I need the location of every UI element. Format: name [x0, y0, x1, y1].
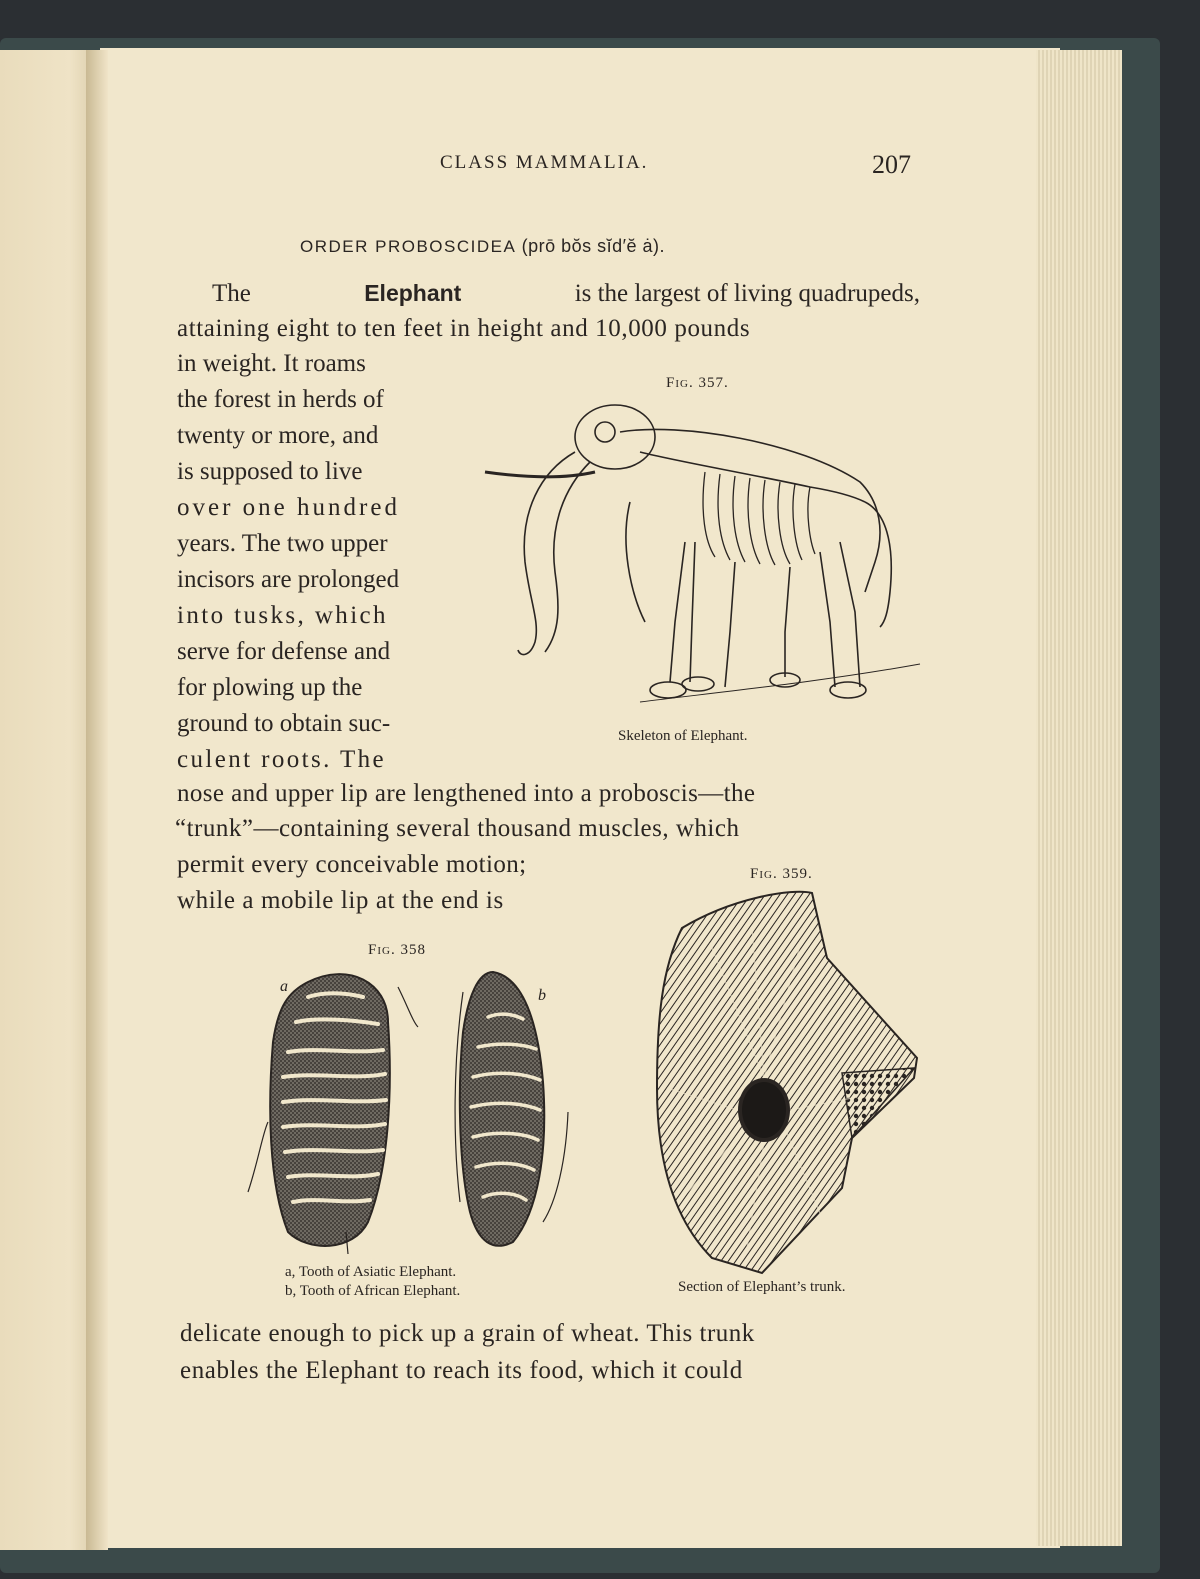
page-number: 207 — [872, 150, 911, 179]
narrow-line: is supposed to live — [177, 458, 363, 485]
paragraph-line-17: permit every conceivable motion; — [177, 851, 527, 878]
paragraph-line-15: nose and upper lip are lengthened into a proboscis—the — [177, 780, 756, 807]
narrow-line: for plowing up the — [177, 674, 363, 701]
fig-358-caption-b: b, Tooth of African Elephant. — [285, 1283, 461, 1299]
narrow-line: into tusks, which — [177, 602, 388, 629]
narrow-line: over one hundred — [177, 494, 400, 521]
fig-359-label: Fig. 359. — [750, 866, 813, 882]
narrow-line: years. The two upper — [177, 530, 388, 557]
narrow-line: the forest in herds of — [177, 386, 384, 413]
fig-358-caption-a: a, Tooth of Asiatic Elephant. — [285, 1264, 457, 1280]
running-title: CLASS MAMMALIA. — [440, 152, 649, 173]
pronunciation: (prō bŏs sĭd′ĕ ȧ). — [521, 236, 666, 256]
elephant-teeth-illustration — [238, 962, 573, 1257]
narrow-line: incisors are prolonged — [177, 566, 400, 593]
paragraph-line-2: attaining eight to ten feet in height and 10,000 pounds — [177, 315, 751, 342]
line-1-post: is the largest of living quadrupeds, — [574, 280, 920, 307]
line-1-pre: The — [212, 280, 251, 307]
fig-357-label: Fig. 357. — [666, 375, 729, 391]
page-edges — [1036, 50, 1122, 1546]
elephant-skeleton-illustration — [480, 392, 925, 714]
fig-359-caption: Section of Elephant’s trunk. — [678, 1279, 846, 1295]
left-page — [0, 50, 100, 1550]
trunk-section-illustration — [652, 888, 924, 1276]
fig-358-letter-b: b — [538, 987, 546, 1004]
narrow-line: twenty or more, and — [177, 422, 379, 449]
paragraph-line-18: while a mobile lip at the end is — [177, 887, 504, 914]
fig-358-label: Fig. 358 — [368, 942, 426, 958]
order-name: ORDER PROBOSCIDEA — [300, 237, 516, 256]
paragraph-line-16: “trunk”—containing several thousand muscles, which — [175, 815, 740, 842]
paragraph-line-19: delicate enough to pick up a grain of wheat. This trunk — [180, 1320, 755, 1347]
paragraph-line-1 — [212, 280, 920, 308]
book-gutter — [86, 50, 108, 1550]
paragraph-line-20: enables the Elephant to reach its food, which it could — [180, 1357, 743, 1384]
narrow-line: ground to obtain suc- — [177, 710, 391, 737]
fig-358-letter-a: a — [280, 978, 288, 995]
narrow-line: culent roots. The — [177, 746, 387, 773]
fig-357-caption: Skeleton of Elephant. — [618, 728, 748, 744]
elephant-bold: Elephant — [364, 280, 462, 306]
narrow-line: serve for defense and — [177, 638, 391, 665]
narrow-line: in weight. It roams — [177, 350, 366, 377]
section-title — [300, 236, 665, 257]
